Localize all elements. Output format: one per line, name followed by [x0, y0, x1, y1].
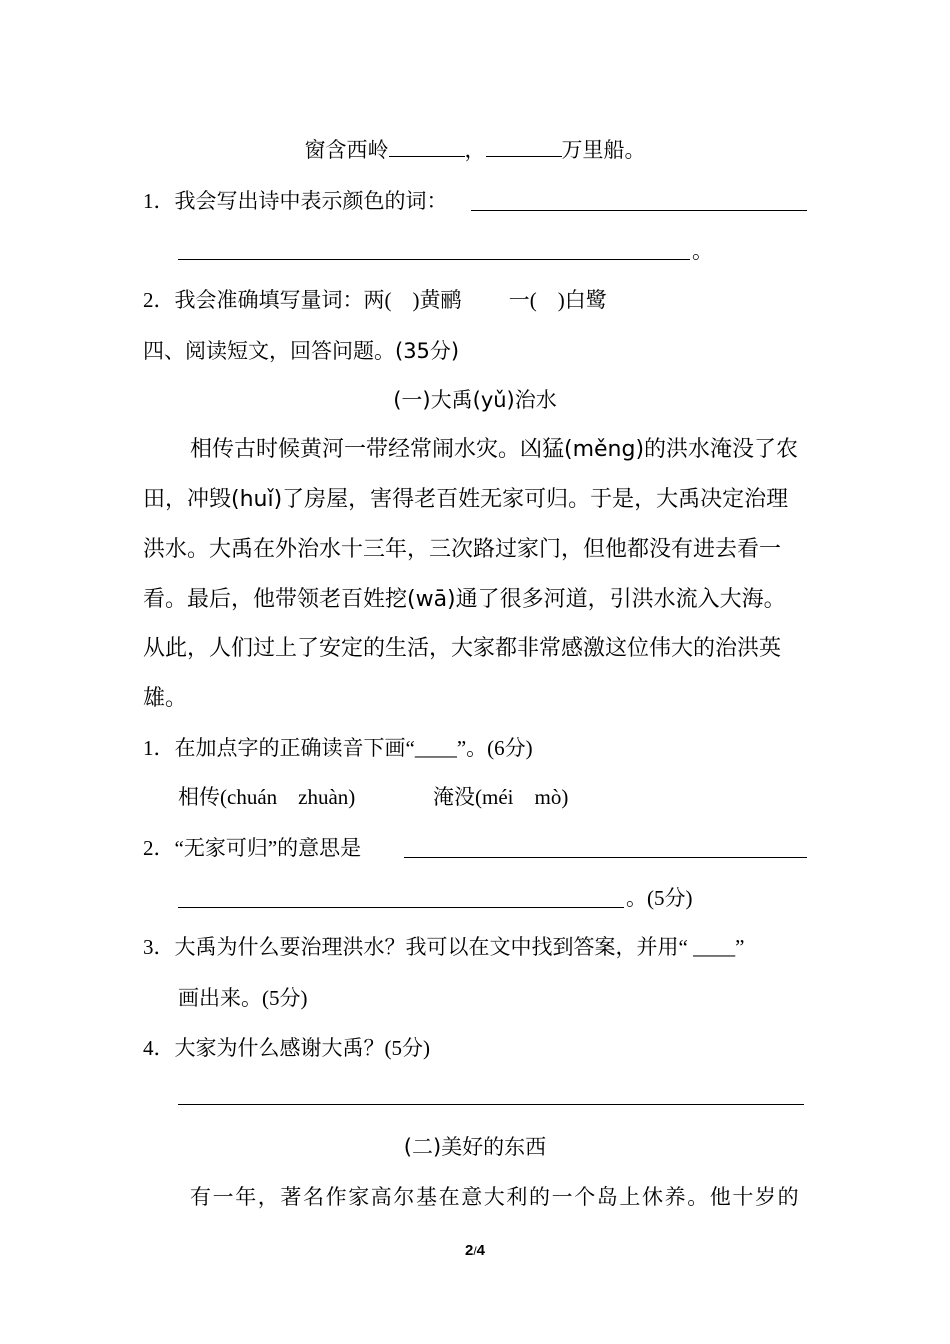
poem-blank-2[interactable] — [486, 134, 562, 157]
answer-line-pq2-b[interactable] — [178, 907, 624, 908]
section-4-heading: 四、阅读短文，回答问题。(35分) — [143, 339, 460, 363]
poem-part-2: ， — [464, 138, 486, 162]
question-number: 1． — [143, 736, 175, 760]
page-number — [0, 1242, 950, 1259]
question-number: 3． — [143, 935, 175, 959]
question-1 — [143, 186, 448, 216]
passage-1-line-4: 看。最后，他带领老百姓挖(wā)通了很多河道，引洪水流入大海。 — [143, 587, 786, 612]
poem-part-1: 窗含西岭 — [304, 138, 389, 162]
question-text: 在加点字的正确读音下画“____”。(6分) — [174, 736, 533, 760]
passage-question-1 — [143, 733, 533, 763]
question-text: 我会准确填写量词：两( )黄鹂 一( )白鹭 — [174, 288, 607, 312]
passage-1-line-5: 从此，人们过上了安定的生活，大家都非常感激这位伟大的治洪英 — [143, 636, 782, 661]
question-text: 我会写出诗中表示颜色的词： — [174, 189, 448, 213]
passage-1-line-6: 雄。 — [143, 686, 188, 711]
passage-question-3-cont: 画出来。(5分) — [178, 986, 308, 1010]
page-separator: / — [473, 1244, 477, 1258]
passage-1-line-2: 田，冲毁(huǐ)了房屋，害得老百姓无家可归。于是，大禹决定治理 — [143, 487, 789, 512]
passage-1-line-3: 洪水。大禹在外治水十三年，三次路过家门，但他都没有进去看一 — [143, 537, 782, 562]
poem-line — [0, 134, 950, 165]
passage-1-line-1: 相传古时候黄河一带经常闹水灾。凶猛(měng)的洪水淹没了农 — [190, 437, 799, 462]
passage-1-title: (一)大禹(yǔ)治水 — [393, 388, 557, 412]
question-2 — [143, 285, 607, 315]
poem-part-3: 万里船。 — [561, 138, 646, 162]
passage-2-title: (二)美好的东西 — [403, 1135, 547, 1159]
question-text: 大禹为什么要治理洪水？我可以在文中找到答案，并用“ ____” — [174, 935, 745, 959]
pq2-end-mark: 。(5分) — [626, 886, 693, 910]
question-text: 大家为什么感谢大禹？(5分) — [174, 1036, 430, 1060]
passage-2-line-1: 有一年，著名作家高尔基在意大利的一个岛上休养。他十岁的 — [190, 1185, 801, 1209]
pinyin-option-b: 淹没(méi mò) — [433, 785, 569, 809]
passage-question-4 — [143, 1033, 430, 1063]
passage-question-2 — [143, 833, 361, 863]
q1-end-mark: 。 — [692, 239, 713, 263]
pinyin-option-a: 相传(chuán zhuàn) — [178, 785, 356, 809]
answer-line-pq4[interactable] — [178, 1104, 804, 1105]
page-current: 2 — [464, 1242, 474, 1259]
poem-blank-1[interactable] — [389, 134, 465, 157]
question-text: “无家可归”的意思是 — [174, 836, 362, 860]
answer-line-q1-a[interactable] — [471, 210, 807, 211]
question-number: 4． — [143, 1036, 175, 1060]
question-number: 2． — [143, 288, 175, 312]
answer-line-q1-b[interactable] — [178, 259, 690, 260]
passage-question-3 — [143, 932, 744, 962]
answer-line-pq2-a[interactable] — [404, 857, 807, 858]
question-number: 2． — [143, 836, 175, 860]
question-number: 1． — [143, 189, 175, 213]
page-total: 4 — [476, 1242, 486, 1259]
